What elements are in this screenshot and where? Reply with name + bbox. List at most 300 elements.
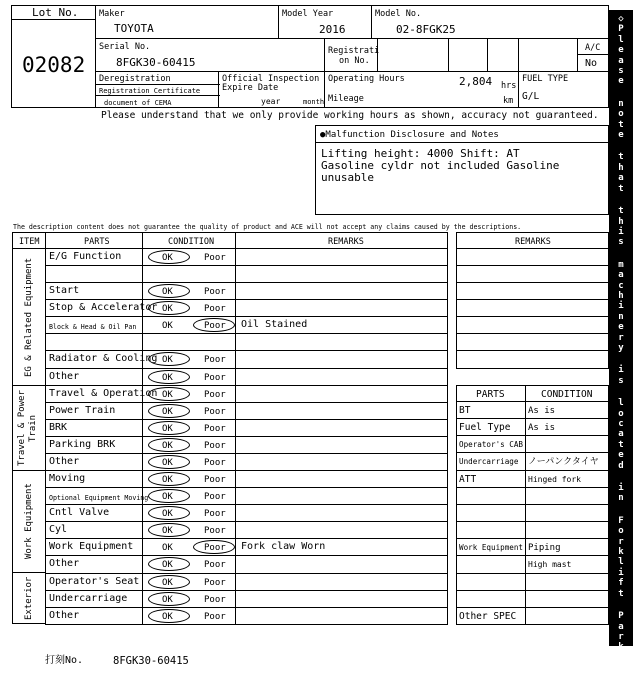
part-name: E/G Function (49, 251, 122, 262)
remark-cell (235, 333, 448, 351)
side-char (618, 386, 623, 398)
condition-cell (142, 368, 236, 386)
poor-option[interactable]: Poor (204, 253, 226, 263)
reg-box-3 (487, 38, 519, 72)
spec-parts-header (456, 385, 526, 402)
part-cell (45, 590, 143, 608)
side-char: k (618, 547, 624, 558)
remarks-header-text: REMARKS (328, 237, 364, 247)
spec-condition-cell (525, 555, 609, 574)
ok-selected-circle (148, 455, 190, 469)
poor-option[interactable]: Poor (204, 390, 226, 400)
right-remark-row (456, 265, 609, 283)
maker-label: Maker (99, 9, 125, 19)
maker-value: TOYOTA (114, 22, 154, 35)
ok-selected-circle (148, 404, 190, 418)
poor-option[interactable]: Poor (204, 458, 226, 468)
spec-condition-header (525, 385, 609, 402)
stamp-value: 8FGK30-60415 (113, 655, 189, 667)
fuel-type-cell (518, 71, 609, 108)
registration-label-2: on No. (339, 56, 370, 66)
side-char: r (618, 536, 624, 547)
month-label: month (303, 98, 325, 106)
ok-option[interactable]: OK (162, 560, 173, 570)
part-name: Cntl Valve (49, 507, 110, 518)
ok-option[interactable]: OK (162, 373, 173, 383)
spec-part-cell (456, 487, 526, 505)
side-char: r (618, 332, 624, 343)
right-remark-row (456, 316, 609, 334)
remark-cell (235, 299, 448, 317)
side-char: t (618, 439, 624, 450)
side-char: l (618, 398, 624, 409)
serial-cell (95, 38, 325, 72)
ok-selected-circle (148, 523, 190, 537)
condition-cell (142, 573, 236, 591)
side-char: t (618, 588, 624, 599)
spec-part-cell (456, 521, 526, 539)
part-cell (45, 538, 143, 556)
deregistration-cell (95, 71, 219, 108)
condition-cell (142, 385, 236, 403)
remark-cell (235, 538, 448, 556)
side-char: i (618, 301, 624, 312)
spec-part-cell (456, 418, 526, 436)
spec-condition-cell (525, 538, 609, 556)
ok-selected-circle (148, 284, 190, 298)
model-year-label: Model Year (282, 9, 334, 19)
spec-condition-value: ノーパンクタイヤ (528, 457, 599, 467)
part-name: Other (49, 610, 80, 621)
poor-option[interactable]: Poor (204, 578, 226, 588)
spec-part-cell (456, 607, 526, 625)
side-char: n (618, 311, 624, 322)
spec-part-cell (456, 555, 526, 574)
remark-cell (235, 316, 448, 334)
side-char: e (618, 450, 624, 461)
location-notice-strip (609, 10, 633, 694)
side-char (618, 194, 623, 206)
part-name: Operator's Seat (49, 576, 140, 587)
side-char: ◇ (618, 683, 624, 694)
part-cell (45, 248, 143, 266)
ac-label-cell (577, 38, 609, 55)
condition-cell (142, 316, 236, 334)
side-char: f (618, 578, 624, 589)
condition-cell (142, 453, 236, 471)
side-char: t (618, 183, 624, 194)
cema-label: document of CEMA (104, 99, 172, 107)
part-name: Undercarriage (49, 593, 128, 604)
side-char: k (618, 642, 624, 653)
side-char: c (618, 280, 624, 291)
condition-cell (142, 521, 236, 539)
spec-part-cell (456, 435, 526, 453)
remark-cell (235, 402, 448, 420)
hrs-unit: hrs (501, 81, 517, 91)
remark-cell (235, 504, 448, 522)
maker-cell (95, 5, 279, 39)
spec-part-name: Other SPEC (459, 611, 517, 622)
condition-cell (142, 299, 236, 317)
remark-cell (235, 573, 448, 591)
remark-cell (235, 470, 448, 488)
ok-selected-circle (148, 575, 190, 589)
ok-option[interactable]: OK (162, 509, 173, 519)
part-cell (45, 282, 143, 300)
ok-option[interactable]: OK (162, 595, 173, 605)
inspection-label-1: Official Inspection (222, 74, 320, 84)
registration-label-1: Registrati (328, 46, 380, 56)
part-name: Moving (49, 473, 86, 484)
remark-text: Fork claw Worn (241, 541, 326, 552)
poor-option[interactable]: Poor (204, 373, 226, 383)
ok-option[interactable]: OK (162, 458, 173, 468)
spec-condition-value: High mast (528, 560, 572, 569)
condition-cell (142, 555, 236, 574)
remark-cell (235, 436, 448, 454)
serial-value: 8FGK30-60415 (116, 56, 196, 69)
poor-selected-circle (193, 318, 235, 332)
part-cell (45, 504, 143, 522)
part-cell (45, 419, 143, 437)
side-char: m (618, 259, 624, 270)
dereg-label: Deregistration (99, 74, 171, 84)
side-char: a (618, 173, 624, 184)
ok-option[interactable]: OK (162, 543, 173, 553)
malfunction-box (315, 125, 609, 215)
ok-selected-circle (148, 301, 190, 315)
part-name: Stop & Accelerator (49, 302, 158, 313)
side-char: P (618, 611, 624, 622)
item-header (12, 232, 46, 249)
group-eg-label: EG & Related Equipment (24, 257, 34, 377)
remark-cell (235, 555, 448, 574)
part-cell (45, 333, 143, 351)
side-char: e (618, 76, 624, 87)
side-char: l (618, 34, 624, 45)
ok-selected-circle (148, 592, 190, 606)
condition-cell (142, 538, 236, 556)
side-char: g (618, 673, 624, 684)
ok-option[interactable]: OK (162, 424, 173, 434)
spec-condition-cell (525, 452, 609, 471)
condition-header (142, 232, 236, 249)
group-travel-label: Travel & Power Train (17, 390, 38, 466)
remark-cell (235, 487, 448, 505)
part-name: Radiator & Cooling (49, 353, 158, 364)
spec-part-name: ATT (459, 474, 477, 485)
ok-selected-circle (148, 370, 190, 384)
poor-option[interactable]: Poor (204, 543, 226, 553)
poor-option[interactable]: Poor (204, 560, 226, 570)
fuel-type-value: G/L (522, 91, 540, 102)
remark-cell (235, 368, 448, 386)
spec-part-name: BT (459, 405, 471, 416)
side-char (618, 599, 623, 611)
side-char: n (618, 98, 624, 109)
group-work (12, 470, 46, 573)
spec-condition-cell (525, 590, 609, 608)
poor-option[interactable]: Poor (204, 612, 226, 622)
side-char: a (618, 429, 624, 440)
poor-option[interactable]: Poor (204, 492, 226, 502)
condition-cell (142, 419, 236, 437)
ok-selected-circle (148, 609, 190, 623)
side-char: h (618, 290, 624, 301)
remark-cell (235, 265, 448, 283)
lot-label: Lot No. (32, 6, 79, 19)
model-year-value: 2016 (319, 23, 346, 36)
year-label: year (261, 97, 281, 106)
group-eg (12, 248, 46, 386)
side-char: c (618, 419, 624, 429)
spec-condition-cell (525, 573, 609, 591)
right-remarks-header-text: REMARKS (515, 237, 551, 247)
ok-option[interactable]: OK (162, 390, 173, 400)
condition-cell (142, 333, 236, 351)
spec-part-cell (456, 573, 526, 591)
remark-cell (235, 385, 448, 403)
side-char: e (618, 322, 624, 333)
op-hours-value: 2,804 (459, 75, 493, 88)
spec-part-cell (456, 401, 526, 419)
part-cell (45, 350, 158, 369)
part-cell (45, 607, 143, 625)
part-name: Travel & Operation (49, 388, 158, 399)
part-cell (45, 555, 143, 574)
group-exterior-label: Exterior (24, 576, 34, 620)
lot-label-cell (11, 5, 96, 20)
part-cell (45, 385, 158, 403)
ok-selected-circle (148, 387, 190, 401)
ok-option[interactable]: OK (162, 407, 173, 417)
op-hours-label: Operating Hours (328, 74, 405, 84)
part-name: Other (49, 558, 80, 569)
reg-box-4 (518, 38, 578, 72)
poor-option[interactable]: Poor (204, 475, 226, 485)
spec-condition-cell (525, 487, 609, 505)
poor-option[interactable]: Poor (204, 304, 226, 314)
side-char: t (618, 119, 624, 130)
side-char: s (618, 375, 624, 386)
remarks-header (235, 232, 448, 249)
spec-condition-value: As is (528, 423, 556, 433)
spec-parts-header-text: PARTS (476, 389, 505, 400)
ok-option[interactable]: OK (162, 304, 173, 314)
part-cell (45, 402, 143, 420)
spec-condition-value: As is (528, 406, 556, 416)
part-name: Parking BRK (49, 439, 116, 450)
ok-option[interactable]: OK (162, 492, 173, 502)
side-char (618, 87, 623, 99)
condition-cell (142, 402, 236, 420)
part-cell (45, 265, 143, 283)
side-char: a (618, 55, 624, 66)
part-cell (45, 521, 143, 539)
right-remark-row (456, 299, 609, 317)
part-cell (45, 487, 149, 505)
side-char: i (618, 567, 624, 578)
poor-option[interactable]: Poor (204, 595, 226, 605)
part-name: Power Train (49, 405, 116, 416)
side-char: i (618, 483, 624, 494)
right-remark-row (456, 333, 609, 351)
spec-condition-cell (525, 435, 609, 453)
registration-label-cell (324, 38, 378, 72)
spec-part-cell (456, 452, 526, 471)
side-char: o (618, 109, 624, 120)
side-char: e (618, 130, 624, 141)
poor-option[interactable]: Poor (204, 407, 226, 417)
spec-part-name: Work Equipment (459, 543, 524, 552)
poor-option[interactable]: Poor (204, 287, 226, 297)
poor-option[interactable]: Poor (204, 424, 226, 434)
poor-option[interactable]: Poor (204, 526, 226, 536)
ok-option[interactable]: OK (162, 475, 173, 485)
spec-condition-cell (525, 470, 609, 488)
side-char: n (618, 663, 624, 674)
side-char: h (618, 162, 624, 173)
serial-label: Serial No. (99, 42, 151, 52)
condition-cell (142, 265, 236, 283)
right-remark-row (456, 350, 609, 369)
ok-option[interactable]: OK (162, 526, 173, 536)
side-char (618, 248, 623, 260)
op-hours-cell (324, 71, 519, 108)
remark-cell (235, 419, 448, 437)
ok-selected-circle (148, 557, 190, 571)
right-remark-row (456, 282, 609, 300)
condition-cell (142, 470, 236, 488)
part-cell (45, 299, 158, 317)
spec-condition-value: Hinged fork (528, 475, 581, 484)
remark-cell (235, 282, 448, 300)
reg-box-2 (448, 38, 488, 72)
right-remarks-header (456, 232, 609, 249)
condition-cell (142, 487, 236, 505)
lot-value-cell (11, 19, 96, 108)
poor-option[interactable]: Poor (204, 355, 226, 365)
condition-header-text: CONDITION (168, 237, 215, 247)
part-name: Other (49, 456, 80, 467)
side-char: o (618, 526, 624, 537)
side-char: a (618, 270, 624, 281)
spec-part-name: Undercarriage (459, 457, 519, 466)
side-char: ◇ (618, 14, 624, 24)
part-cell (45, 316, 143, 334)
side-char: t (618, 206, 624, 217)
ok-option[interactable]: OK (162, 578, 173, 588)
side-char: l (618, 557, 624, 568)
spec-condition-header-text: CONDITION (541, 389, 593, 400)
poor-option[interactable]: Poor (204, 441, 226, 451)
reg-box-1 (377, 38, 449, 72)
model-no-cell (371, 5, 609, 39)
right-remark-row (456, 248, 609, 266)
side-char: s (618, 66, 624, 77)
side-char: n (618, 493, 624, 504)
part-name: Optional Equipment Moving (49, 494, 149, 502)
quality-disclaimer: The description content does not guarantee the quality of product and ACE will not accept any claims caused by the descriptions. (13, 223, 522, 231)
side-char (618, 504, 623, 516)
malfunction-line-3: unusable (321, 171, 374, 184)
spec-part-name: Fuel Type (459, 422, 511, 433)
side-char: y (618, 342, 624, 353)
model-year-cell (278, 5, 372, 39)
ok-selected-circle (148, 438, 190, 452)
spec-condition-cell (525, 418, 609, 436)
side-char: h (618, 216, 624, 227)
ok-selected-circle (148, 250, 190, 264)
part-cell (45, 470, 143, 488)
spec-condition-cell (525, 521, 609, 539)
poor-option[interactable]: Poor (204, 509, 226, 519)
side-char: i (618, 226, 624, 237)
spec-part-cell (456, 538, 526, 556)
part-name: BRK (49, 422, 68, 433)
spec-condition-cell (525, 607, 609, 625)
ac-value-cell (577, 54, 609, 72)
malfunction-line-2: Gasoline cyldr not included Gasoline (321, 159, 560, 172)
side-char: o (618, 408, 624, 419)
side-char: F (618, 515, 624, 526)
malfunction-line-1: Lifting height: 4000 Shift: AT (321, 147, 520, 160)
part-name: Cyl (49, 524, 68, 535)
spec-part-name: Operator's CAB (459, 440, 524, 449)
poor-option[interactable]: Poor (204, 321, 226, 331)
remark-cell (235, 607, 448, 625)
ok-option[interactable]: OK (162, 287, 173, 297)
spec-condition-value: Piping (528, 543, 561, 553)
km-unit: km (503, 96, 514, 106)
part-name: Start (49, 285, 80, 296)
remark-cell (235, 350, 448, 369)
ok-option[interactable]: OK (162, 355, 173, 365)
model-no-label: Model No. (375, 9, 422, 19)
condition-cell (142, 436, 236, 454)
group-travel (12, 385, 46, 471)
spec-condition-cell (525, 401, 609, 419)
part-name: Other (49, 371, 80, 382)
remark-cell (235, 453, 448, 471)
part-cell (45, 573, 143, 591)
remark-cell (235, 248, 448, 266)
side-char: s (618, 237, 624, 248)
part-name: Block & Head & Oil Pan (49, 323, 137, 331)
ok-option[interactable]: OK (162, 441, 173, 451)
spec-part-cell (456, 470, 526, 488)
remark-cell (235, 521, 448, 539)
spec-condition-cell (525, 504, 609, 522)
condition-cell (142, 504, 236, 522)
side-char: d (618, 460, 624, 471)
hours-notice: Please understand that we only provide working hours as shown, accuracy not guaranteed. (101, 110, 599, 121)
condition-cell (142, 350, 236, 369)
reg-cert-label: Registration Certificate (99, 87, 201, 95)
side-char: i (618, 365, 624, 376)
stamp-label: 打刻No. (45, 655, 84, 666)
condition-cell (142, 282, 236, 300)
model-no-value: 02-8FGK25 (396, 23, 456, 36)
ok-option[interactable]: OK (162, 612, 173, 622)
ok-option[interactable]: OK (162, 253, 173, 263)
part-cell (45, 453, 143, 471)
side-char: e (618, 45, 624, 56)
side-char: t (618, 152, 624, 163)
ok-option[interactable]: OK (162, 321, 173, 331)
ac-label: A/C (585, 43, 601, 53)
